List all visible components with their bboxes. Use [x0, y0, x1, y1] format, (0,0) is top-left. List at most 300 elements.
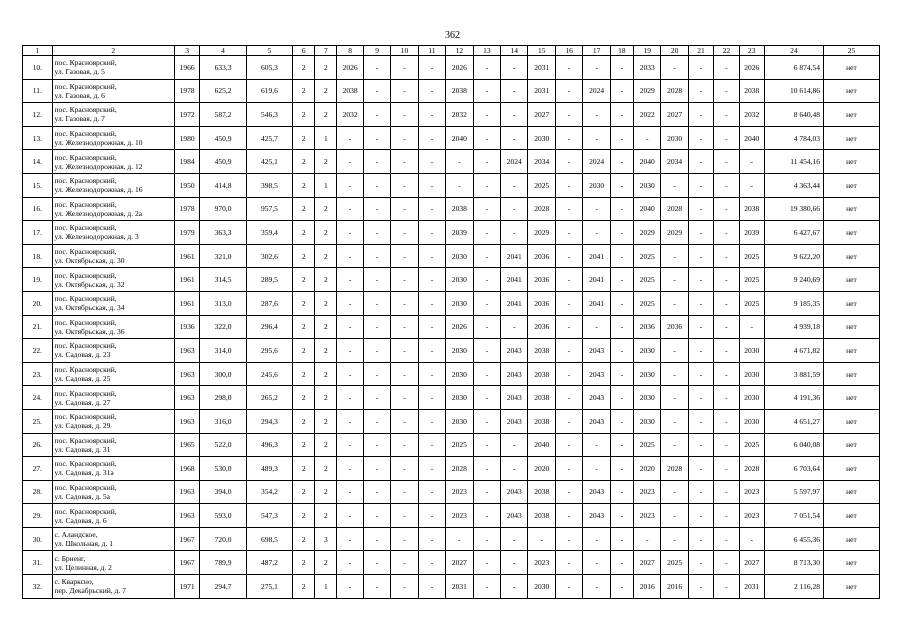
cell-col-17: 2024: [583, 79, 610, 103]
column-number-21: 21: [688, 46, 713, 56]
cell-col-15: -: [528, 527, 555, 551]
cell-col-25: нет: [823, 56, 879, 80]
cell-col-5: 546,3: [246, 103, 292, 127]
address-street: ул. Садовая, д. 29: [54, 421, 111, 431]
address-street: ул. Газовая, д. 7: [54, 114, 105, 124]
table-row: [23, 362, 880, 386]
cell-col-12: 2039: [446, 221, 473, 245]
cell-col-3: 1967: [174, 527, 199, 551]
cell-col-7: 2: [315, 103, 337, 127]
address-cell: [52, 56, 174, 80]
cell-col-12: 2038: [446, 197, 473, 221]
cell-col-7: 1: [315, 173, 337, 197]
cell-col-22: -: [714, 433, 739, 457]
address-street: ул. Садовая, д. 6: [54, 515, 107, 525]
cell-col-6: 2: [293, 339, 315, 363]
cell-col-13: -: [473, 527, 500, 551]
cell-col-10: -: [391, 551, 418, 575]
cell-col-3: 1961: [174, 244, 199, 268]
cell-col-13: -: [473, 244, 500, 268]
cell-col-3: 1950: [174, 173, 199, 197]
cell-col-3: 1961: [174, 291, 199, 315]
cell-col-15: 2038: [528, 504, 555, 528]
cell-col-12: 2030: [446, 244, 473, 268]
cell-col-11: -: [418, 575, 445, 599]
cell-col-20: -: [661, 362, 688, 386]
cell-col-17: -: [583, 457, 610, 481]
cell-col-18: -: [610, 433, 633, 457]
cell-col-13: -: [473, 173, 500, 197]
cell-col-8: 2032: [337, 103, 363, 127]
cell-col-15: 2034: [528, 150, 555, 174]
cell-col-4: 394,0: [200, 480, 246, 504]
cell-col-3: 1963: [174, 362, 199, 386]
cell-col-10: -: [391, 504, 418, 528]
cell-col-9: -: [363, 551, 390, 575]
cell-col-17: -: [583, 221, 610, 245]
cell-col-9: -: [363, 221, 390, 245]
cell-col-7: 2: [315, 362, 337, 386]
row-number-cell: 30.: [23, 527, 53, 551]
cell-col-6: 2: [293, 173, 315, 197]
cell-col-4: 314,0: [200, 339, 246, 363]
cell-col-16: -: [555, 150, 582, 174]
cell-col-3: 1971: [174, 575, 199, 599]
address-street: ул. Садовая, д. 25: [54, 374, 111, 384]
cell-col-21: -: [688, 268, 713, 292]
cell-col-22: -: [714, 527, 739, 551]
cell-col-17: -: [583, 527, 610, 551]
cell-col-12: 2025: [446, 433, 473, 457]
cell-col-18: -: [610, 79, 633, 103]
address-street: ул. Железнодорожная, д. 2а: [54, 208, 143, 218]
cell-col-18: -: [610, 173, 633, 197]
cell-col-25: нет: [823, 457, 879, 481]
cell-col-12: 2031: [446, 575, 473, 599]
cell-col-17: 2043: [583, 409, 610, 433]
cell-col-11: -: [418, 268, 445, 292]
cell-col-25: нет: [823, 339, 879, 363]
address-cell: [52, 126, 174, 150]
cell-col-7: 2: [315, 386, 337, 410]
cell-col-22: -: [714, 480, 739, 504]
cell-col-10: -: [391, 575, 418, 599]
cell-col-22: -: [714, 197, 739, 221]
cell-col-3: 1967: [174, 551, 199, 575]
cell-col-14: -: [501, 221, 528, 245]
cell-col-25: нет: [823, 480, 879, 504]
cell-col-14: -: [501, 551, 528, 575]
cell-col-23: 2028: [739, 457, 764, 481]
column-number-5: 5: [246, 46, 292, 56]
cell-col-10: -: [391, 150, 418, 174]
cell-col-10: -: [391, 173, 418, 197]
column-number-2: 2: [52, 46, 174, 56]
cell-col-17: -: [583, 126, 610, 150]
cell-col-20: 2027: [661, 103, 688, 127]
address-cell: [52, 409, 174, 433]
cell-col-7: 2: [315, 291, 337, 315]
cell-col-13: -: [473, 504, 500, 528]
cell-col-15: 2023: [528, 551, 555, 575]
cell-col-8: -: [337, 504, 363, 528]
cell-col-7: 1: [315, 126, 337, 150]
cell-col-6: 2: [293, 268, 315, 292]
cell-col-18: -: [610, 480, 633, 504]
cell-col-22: -: [714, 268, 739, 292]
cell-col-3: 1963: [174, 339, 199, 363]
cell-col-7: 2: [315, 504, 337, 528]
cell-col-25: нет: [823, 315, 879, 339]
cell-col-8: -: [337, 575, 363, 599]
cell-col-13: -: [473, 433, 500, 457]
cell-col-9: -: [363, 457, 390, 481]
cell-col-9: -: [363, 56, 390, 80]
cell-col-11: -: [418, 221, 445, 245]
cell-col-12: 2030: [446, 386, 473, 410]
cell-col-4: 294,7: [200, 575, 246, 599]
cell-col-13: -: [473, 362, 500, 386]
cell-col-4: 633,3: [200, 56, 246, 80]
address-cell: [52, 173, 174, 197]
cell-col-6: 2: [293, 150, 315, 174]
cell-col-22: -: [714, 409, 739, 433]
cell-col-17: -: [583, 56, 610, 80]
cell-col-12: 2023: [446, 504, 473, 528]
cell-col-13: -: [473, 457, 500, 481]
table-row: [23, 315, 880, 339]
address-street: ул. Октябрьская, д. 34: [54, 303, 125, 313]
cell-col-17: -: [583, 197, 610, 221]
cell-col-4: 300,0: [200, 362, 246, 386]
cell-col-21: -: [688, 362, 713, 386]
address-street: ул. Целинная, д. 2: [54, 562, 112, 572]
cell-col-20: 2025: [661, 551, 688, 575]
cell-col-19: 2040: [634, 150, 661, 174]
cell-col-19: 2023: [634, 504, 661, 528]
cell-col-16: -: [555, 79, 582, 103]
cell-col-15: 2038: [528, 409, 555, 433]
address-locality: пос. Красноярский,: [54, 270, 117, 280]
cell-col-16: -: [555, 103, 582, 127]
address-cell: [52, 221, 174, 245]
cell-col-5: 547,3: [246, 504, 292, 528]
cell-col-4: 593,0: [200, 504, 246, 528]
cell-col-4: 522,0: [200, 433, 246, 457]
cell-col-10: -: [391, 362, 418, 386]
cell-col-20: -: [661, 339, 688, 363]
address-street: ул. Железнодорожная, д. 10: [54, 138, 143, 148]
cell-col-23: 2025: [739, 291, 764, 315]
address-locality: пос. Красноярский,: [54, 482, 117, 492]
cell-col-16: -: [555, 480, 582, 504]
cell-col-3: 1963: [174, 480, 199, 504]
cell-col-19: 2030: [634, 386, 661, 410]
cell-col-21: -: [688, 339, 713, 363]
cell-col-5: 275,1: [246, 575, 292, 599]
cell-col-19: 2040: [634, 197, 661, 221]
cell-col-9: -: [363, 315, 390, 339]
cell-col-8: -: [337, 339, 363, 363]
cell-col-8: -: [337, 150, 363, 174]
cell-col-13: -: [473, 197, 500, 221]
cell-col-23: 2040: [739, 126, 764, 150]
cell-col-15: 2036: [528, 315, 555, 339]
row-number-cell: 31.: [23, 551, 53, 575]
cell-col-24: 6 040,08: [764, 433, 823, 457]
cell-col-10: -: [391, 126, 418, 150]
cell-col-4: 450,9: [200, 150, 246, 174]
cell-col-6: 2: [293, 551, 315, 575]
address-locality: пос. Красноярский,: [54, 247, 117, 257]
cell-col-7: 2: [315, 221, 337, 245]
cell-col-3: 1979: [174, 221, 199, 245]
cell-col-10: -: [391, 244, 418, 268]
cell-col-20: -: [661, 527, 688, 551]
cell-col-23: 2038: [739, 79, 764, 103]
cell-col-5: 425,7: [246, 126, 292, 150]
cell-col-11: -: [418, 103, 445, 127]
address-cell: [52, 268, 174, 292]
table-row: [23, 386, 880, 410]
table-row: [23, 339, 880, 363]
cell-col-5: 605,3: [246, 56, 292, 80]
address-street: ул. Октябрьская, д. 30: [54, 256, 125, 266]
cell-col-11: -: [418, 56, 445, 80]
cell-col-4: 322,0: [200, 315, 246, 339]
address-street: ул. Садовая, д. 27: [54, 397, 111, 407]
address-locality: пос. Красноярский,: [54, 365, 117, 375]
cell-col-6: 2: [293, 504, 315, 528]
column-number-7: 7: [315, 46, 337, 56]
cell-col-24: 10 614,86: [764, 79, 823, 103]
cell-col-20: 2016: [661, 575, 688, 599]
cell-col-21: -: [688, 221, 713, 245]
cell-col-15: 2030: [528, 575, 555, 599]
cell-col-12: -: [446, 173, 473, 197]
cell-col-25: нет: [823, 126, 879, 150]
cell-col-22: -: [714, 339, 739, 363]
cell-col-6: 2: [293, 575, 315, 599]
cell-col-20: -: [661, 433, 688, 457]
column-number-18: 18: [610, 46, 633, 56]
cell-col-6: 2: [293, 409, 315, 433]
row-number-cell: 20.: [23, 291, 53, 315]
cell-col-20: 2029: [661, 221, 688, 245]
cell-col-19: 2025: [634, 244, 661, 268]
address-street: ул. Октябрьская, д. 36: [54, 326, 125, 336]
cell-col-4: 587,2: [200, 103, 246, 127]
address-locality: пос. Красноярский,: [54, 294, 117, 304]
cell-col-22: -: [714, 126, 739, 150]
cell-col-16: -: [555, 197, 582, 221]
cell-col-5: 354,2: [246, 480, 292, 504]
cell-col-5: 487,2: [246, 551, 292, 575]
cell-col-20: 2028: [661, 457, 688, 481]
cell-col-22: -: [714, 504, 739, 528]
cell-col-8: -: [337, 527, 363, 551]
cell-col-13: -: [473, 480, 500, 504]
cell-col-23: -: [739, 315, 764, 339]
cell-col-10: -: [391, 268, 418, 292]
cell-col-14: -: [501, 126, 528, 150]
cell-col-8: -: [337, 197, 363, 221]
cell-col-25: нет: [823, 409, 879, 433]
cell-col-14: 2043: [501, 409, 528, 433]
cell-col-7: 2: [315, 197, 337, 221]
cell-col-7: 2: [315, 433, 337, 457]
cell-col-4: 530,0: [200, 457, 246, 481]
cell-col-17: -: [583, 433, 610, 457]
row-number-cell: 25.: [23, 409, 53, 433]
cell-col-9: -: [363, 291, 390, 315]
cell-col-16: -: [555, 315, 582, 339]
cell-col-25: нет: [823, 244, 879, 268]
cell-col-22: -: [714, 79, 739, 103]
cell-col-12: 2023: [446, 480, 473, 504]
cell-col-23: 2023: [739, 480, 764, 504]
cell-col-9: -: [363, 173, 390, 197]
cell-col-18: -: [610, 409, 633, 433]
cell-col-20: -: [661, 244, 688, 268]
cell-col-11: -: [418, 339, 445, 363]
row-number-cell: 19.: [23, 268, 53, 292]
column-number-20: 20: [661, 46, 688, 56]
address-locality: с. Брненг,: [54, 553, 86, 563]
address-street: ул. Садовая, д. 23: [54, 350, 111, 360]
cell-col-11: -: [418, 386, 445, 410]
address-locality: пос. Красноярский,: [54, 176, 117, 186]
cell-col-9: -: [363, 268, 390, 292]
cell-col-6: 2: [293, 221, 315, 245]
cell-col-6: 2: [293, 480, 315, 504]
cell-col-10: -: [391, 480, 418, 504]
cell-col-9: -: [363, 339, 390, 363]
cell-col-8: -: [337, 173, 363, 197]
column-number-4: 4: [200, 46, 246, 56]
cell-col-10: -: [391, 457, 418, 481]
row-number-cell: 11.: [23, 79, 53, 103]
cell-col-9: -: [363, 79, 390, 103]
cell-col-10: -: [391, 339, 418, 363]
cell-col-7: 3: [315, 527, 337, 551]
row-number-cell: 22.: [23, 339, 53, 363]
cell-col-8: 2026: [337, 56, 363, 80]
cell-col-23: 2025: [739, 244, 764, 268]
address-locality: пос. Красноярский,: [54, 81, 117, 91]
cell-col-25: нет: [823, 197, 879, 221]
cell-col-9: -: [363, 386, 390, 410]
row-number-cell: 21.: [23, 315, 53, 339]
column-number-24: 24: [764, 46, 823, 56]
cell-col-16: -: [555, 244, 582, 268]
row-number-cell: 24.: [23, 386, 53, 410]
cell-col-19: 2025: [634, 433, 661, 457]
table-row: [23, 221, 880, 245]
cell-col-3: 1963: [174, 409, 199, 433]
address-locality: пос. Красноярский,: [54, 459, 117, 469]
cell-col-12: 2032: [446, 103, 473, 127]
cell-col-16: -: [555, 291, 582, 315]
cell-col-5: 295,6: [246, 339, 292, 363]
cell-col-24: 6 427,67: [764, 221, 823, 245]
address-locality: пос. Красноярский,: [54, 105, 117, 115]
cell-col-20: 2036: [661, 315, 688, 339]
address-street: ул. Железнодорожная, д. 16: [54, 185, 143, 195]
table-row: [23, 150, 880, 174]
cell-col-24: 9 185,35: [764, 291, 823, 315]
cell-col-8: -: [337, 126, 363, 150]
cell-col-25: нет: [823, 150, 879, 174]
table-row: [23, 197, 880, 221]
cell-col-13: -: [473, 315, 500, 339]
address-locality: пос. Красноярский,: [54, 223, 117, 233]
column-number-14: 14: [501, 46, 528, 56]
cell-col-20: -: [661, 268, 688, 292]
cell-col-14: 2043: [501, 386, 528, 410]
cell-col-19: 2027: [634, 551, 661, 575]
cell-col-7: 2: [315, 457, 337, 481]
cell-col-8: -: [337, 291, 363, 315]
row-number-cell: 26.: [23, 433, 53, 457]
cell-col-14: 2043: [501, 339, 528, 363]
cell-col-21: -: [688, 457, 713, 481]
cell-col-19: 2033: [634, 56, 661, 80]
cell-col-4: 363,3: [200, 221, 246, 245]
cell-col-22: -: [714, 457, 739, 481]
row-number-cell: 32.: [23, 575, 53, 599]
cell-col-18: -: [610, 527, 633, 551]
cell-col-3: 1936: [174, 315, 199, 339]
cell-col-13: -: [473, 575, 500, 599]
cell-col-15: 2038: [528, 362, 555, 386]
cell-col-11: -: [418, 527, 445, 551]
cell-col-22: -: [714, 56, 739, 80]
cell-col-22: -: [714, 244, 739, 268]
cell-col-15: 2031: [528, 79, 555, 103]
cell-col-6: 2: [293, 126, 315, 150]
address-locality: пос. Красноярский,: [54, 317, 117, 327]
address-cell: [52, 339, 174, 363]
cell-col-22: -: [714, 362, 739, 386]
cell-col-8: -: [337, 551, 363, 575]
cell-col-18: -: [610, 56, 633, 80]
cell-col-18: -: [610, 504, 633, 528]
cell-col-16: -: [555, 527, 582, 551]
cell-col-21: -: [688, 79, 713, 103]
column-number-9: 9: [363, 46, 390, 56]
cell-col-24: 19 380,66: [764, 197, 823, 221]
cell-col-21: -: [688, 315, 713, 339]
address-cell: [52, 551, 174, 575]
table-row: [23, 103, 880, 127]
cell-col-24: 6 455,36: [764, 527, 823, 551]
cell-col-24: 3 881,59: [764, 362, 823, 386]
cell-col-23: 2031: [739, 575, 764, 599]
address-cell: [52, 527, 174, 551]
row-number-cell: 16.: [23, 197, 53, 221]
cell-col-19: 2030: [634, 173, 661, 197]
table-row: [23, 244, 880, 268]
cell-col-23: -: [739, 527, 764, 551]
cell-col-11: -: [418, 362, 445, 386]
cell-col-15: 2031: [528, 56, 555, 80]
cell-col-19: -: [634, 527, 661, 551]
cell-col-21: -: [688, 56, 713, 80]
cell-col-21: -: [688, 244, 713, 268]
cell-col-7: 2: [315, 150, 337, 174]
cell-col-18: -: [610, 339, 633, 363]
